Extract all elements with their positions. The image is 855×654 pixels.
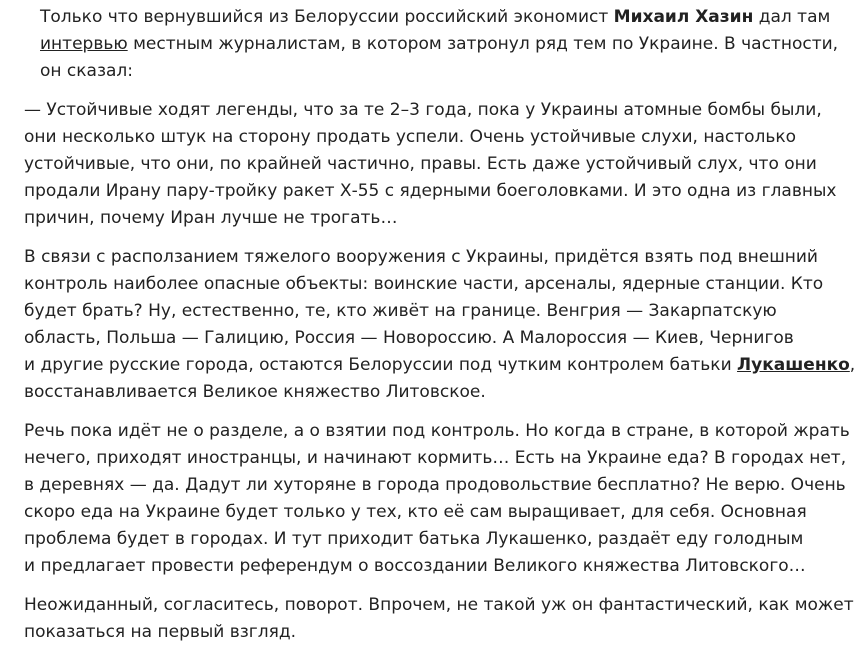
text-line: причин, почему Иран лучше не трогать… <box>24 208 398 228</box>
author-name: Михаил Хазин <box>613 7 754 27</box>
text-line: в деревнях — да. Дадут ли хуторяне в города продовольствие бесплатно? Не верю. Очень <box>24 475 846 495</box>
text-line: Неожиданный, согласитесь, поворот. Впрочем, не такой уж он фантастический, как может <box>24 595 854 615</box>
text-span: Только что вернувшийся из Белоруссии российский экономист <box>40 7 614 27</box>
paragraph-intro <box>24 4 839 85</box>
text-line: будет брать? Ну, естественно, те, кто живёт на границе. Венгрия — Закарпатскую <box>24 301 777 321</box>
text-span: и другие русские города, остаются Белоруссии под чутким контролем батьки <box>24 355 738 375</box>
text-line: нечего, приходят иностранцы, и начинают кормить… Есть на Украине еда? В городах нет, <box>24 448 847 468</box>
paragraph-quote-1 <box>24 97 837 232</box>
text-line: устойчивые, что они, по крайней частично, правы. Есть даже устойчивый слух, что они <box>24 154 817 174</box>
text-span: , <box>849 355 855 375</box>
text-line <box>24 352 855 379</box>
paragraph-conclusion <box>24 592 854 646</box>
paragraph-quote-2 <box>24 244 855 406</box>
text-line: скоро еда на Украине будет только у тех, кто её сам выращивает, для себя. Основная <box>24 502 807 522</box>
text-line: В связи с расползанием тяжелого вооружения с Украины, придётся взять под внешний <box>24 247 818 267</box>
interview-link[interactable]: интервью <box>40 34 128 54</box>
text-line: и предлагает провести референдум о воссоздании Великого княжества Литовского… <box>24 556 806 576</box>
text-line: — Устойчивые ходят легенды, что за те 2–3 года, пока у Украины атомные бомбы были, <box>24 100 822 120</box>
text-line <box>24 4 831 31</box>
text-line: он сказал: <box>40 61 134 81</box>
text-line: продали Ирану пару-тройку ракет Х-55 с ядерными боеголовками. И это одна из главных <box>24 181 837 201</box>
text-span: местным журналистам, в котором затронул ряд тем по Украине. В частности, <box>127 34 839 54</box>
text-line: они несколько штук на сторону продать успели. Очень устойчивые слухи, настолько <box>24 127 797 147</box>
text-line: контроль наиболее опасные объекты: воинские части, арсеналы, ядерные станции. Кто <box>24 274 824 294</box>
paragraph-quote-3 <box>24 418 850 580</box>
lukashenko-link[interactable]: Лукашенко <box>737 355 850 375</box>
text-span: дал там <box>753 7 831 27</box>
text-line: область, Польша — Галицию, Россия — Новороссию. А Малороссия — Киев, Чернигов <box>24 328 794 348</box>
text-line: восстанавливается Великое княжество Литовское. <box>24 382 486 402</box>
text-line: Речь пока идёт не о разделе, а о взятии под контроль. Но когда в стране, в которой жрать <box>24 421 850 441</box>
text-line: показаться на первый взгляд. <box>24 622 296 642</box>
text-line <box>24 31 839 58</box>
text-line: проблема будет в городах. И тут приходит батька Лукашенко, раздаёт еду голодным <box>24 529 804 549</box>
